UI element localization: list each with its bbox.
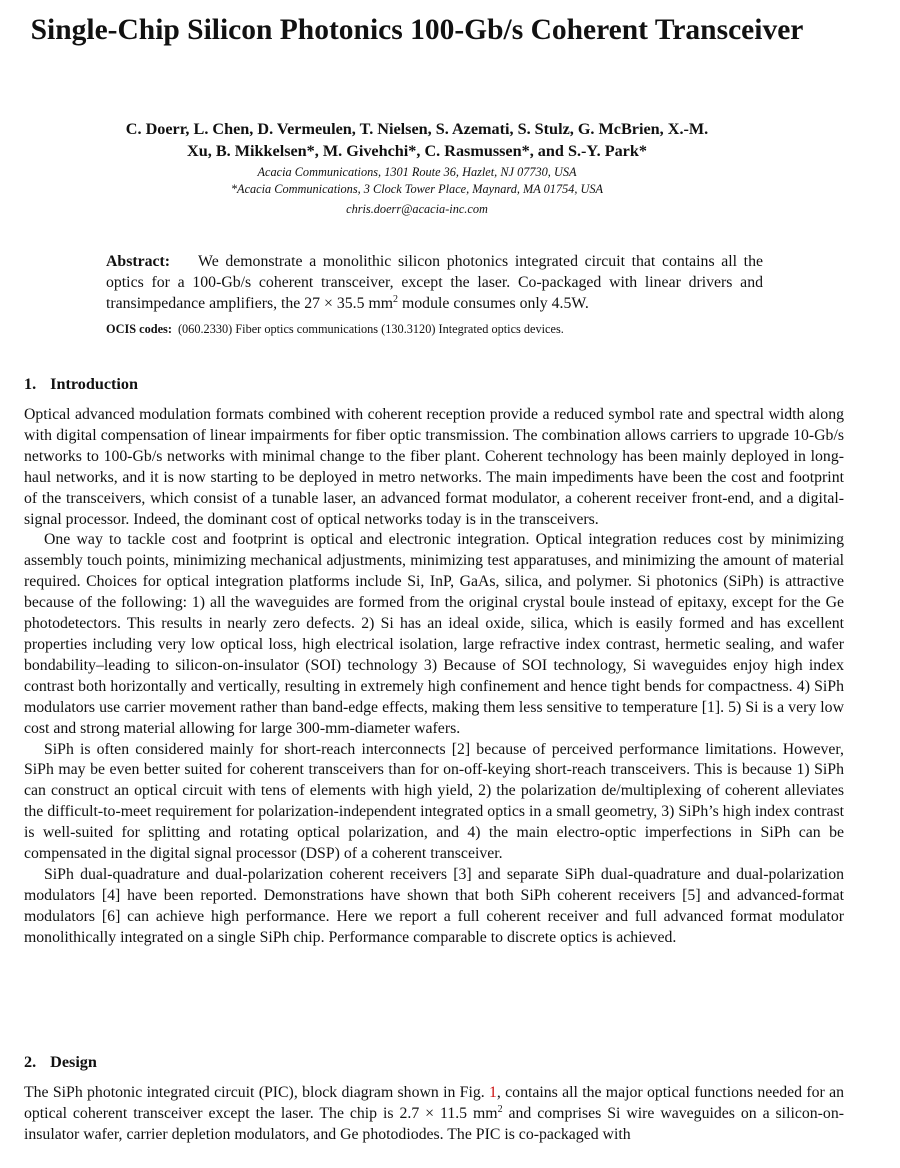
intro-paragraph-4: SiPh dual-quadrature and dual-polarization coherent receivers [3] and separate SiPh dual-quadrature and dual-polarization modulators [4] have been reported. Demonstrations have shown that both SiPh coherent receivers [5] and advanced-format modulators [6] can achieve high performance. Here we report a full coherent receiver and full advanced format modulator monolithically integrated on a single SiPh chip. Performance comparable to discrete optics is achieved. [24,865,844,946]
contact-email: chris.doerr@acacia-inc.com [346,202,488,216]
paper-title: Single-Chip Silicon Photonics 100-Gb/s Coherent Transceiver [30,14,804,46]
abstract-label: Abstract: [106,253,171,270]
author-line-2: Xu, B. Mikkelsen*, M. Givehchi*, C. Rasmussen*, and S.-Y. Park* [187,142,647,160]
author-list [0,118,834,162]
abstract-text: We demonstrate a monolithic silicon photonics integrated circuit that contains all the optics for a 100-Gb/s coherent transceiver, except the laser. Co-packaged with linear drivers and transimpedance amplifiers, the 27 × 35.5 mm [106,253,763,312]
section-title: Design [50,1053,97,1071]
ocis-text: (060.2330) Fiber optics communications (130.3120) Integrated optics devices. [177,322,564,336]
section-number: 1. [24,375,37,393]
section-number: 2. [24,1053,37,1071]
affiliations [0,164,834,197]
abstract [106,251,763,314]
intro-paragraph-1: Optical advanced modulation formats combined with coherent reception provide a reduced symbol rate and spectral width along with digital compensation of linear impairments for fiber optic transmission. The combination allows carriers to upgrade 10-Gb/s networks to 100-Gb/s networks with minimal change to the fiber plant. Coherent technology has been mainly deployed in long-haul networks, and it is now starting to be deployed in metro networks. The main impediments have been the cost and footprint of the transceivers, which consist of a tunable laser, an advanced format modulator, a coherent receiver front-end, and a digital-signal processor. Indeed, the dominant cost of optical networks today is in the transceivers. [24,406,844,528]
design-body [24,1083,844,1146]
figure-reference-link[interactable]: 1 [489,1084,497,1101]
section-heading-introduction [24,374,138,394]
abstract-superscript: 2 [393,294,399,305]
author-line-1: C. Doerr, L. Chen, D. Vermeulen, T. Nielsen, S. Azemati, S. Stulz, G. McBrien, X.-M. [125,120,709,138]
design-superscript: 2 [497,1103,503,1115]
design-text-3: and comprises Si wire waveguides on a silicon-on-insulator wafer, carrier depletion modulators, and Ge photodiodes. The PIC is co-packaged with [24,1104,844,1143]
intro-paragraph-3: SiPh is often considered mainly for short-reach interconnects [2] because of perceived performance limitations. However, SiPh may be even better suited for coherent transceivers than for on-off-keying short-reach transceivers. This is because 1) SiPh can construct an optical circuit with tens of elements with high yield, 2) the polarization de/multiplexing of coherent alleviates the difficult-to-meet requirement for polarization-independent integrated optics in a small geometry, 3) SiPh’s high index contrast is well-suited for splitting and rotating optical polarization, and 4) the main electro-optic imperfections in SiPh can be compensated in the digital signal processor (DSP) of a coherent transceiver. [24,740,844,863]
intro-paragraph-2: One way to tackle cost and footprint is optical and electronic integration. Optical integration reduces cost by minimizing assembly touch points, minimizing mechanical adjustments, minimizing test apparatuses, and minimizing the amount of material required. Choices for optical integration platforms include Si, InP, GaAs, silica, and polymer. Si photonics (SiPh) is attractive because of the following: 1) all the waveguides are formed from the original crystal boule instead of epitaxy, except for the Ge photodetectors. This results in nearly zero defects. 2) Si has an ideal oxide, silica, which is easily formed and has excellent properties including very low optical loss, high electrical isolation, large refractive index contrast, hermetic sealing, and wafer bondability–leading to silicon-on-insulator (SOI) technology 3) Because of SOI technology, Si waveguides enjoy high index contrast both horizontally and vertically, resulting in extremely high confinement and hence tight bends for compactness. 4) SiPh modulators use carrier movement rather than band-edge effects, making them less sensitive to temperature [1]. 5) Si is a very low cost and strong material allowing for large 300-mm-diameter wafers. [24,531,844,737]
ocis-label: OCIS codes: [106,322,172,336]
affiliation-2: *Acacia Communications, 3 Clock Tower Place, Maynard, MA 01754, USA [230,181,604,196]
design-paragraph-1 [24,1083,844,1146]
affiliation-1: Acacia Communications, 1301 Route 36, Hazlet, NJ 07730, USA [257,165,577,179]
design-text-2: , contains all the major optical functions needed for an optical coherent transceiver except the laser. The chip is 2.7 × 11.5 mm [24,1084,844,1122]
section-heading-design [24,1052,97,1072]
section-title: Introduction [50,375,138,393]
abstract-text-end: module consumes only 4.5W. [398,295,589,312]
design-text-1: The SiPh photonic integrated circuit (PIC), block diagram shown in Fig. [24,1084,489,1101]
ocis-codes [106,321,806,337]
introduction-body [24,405,844,949]
